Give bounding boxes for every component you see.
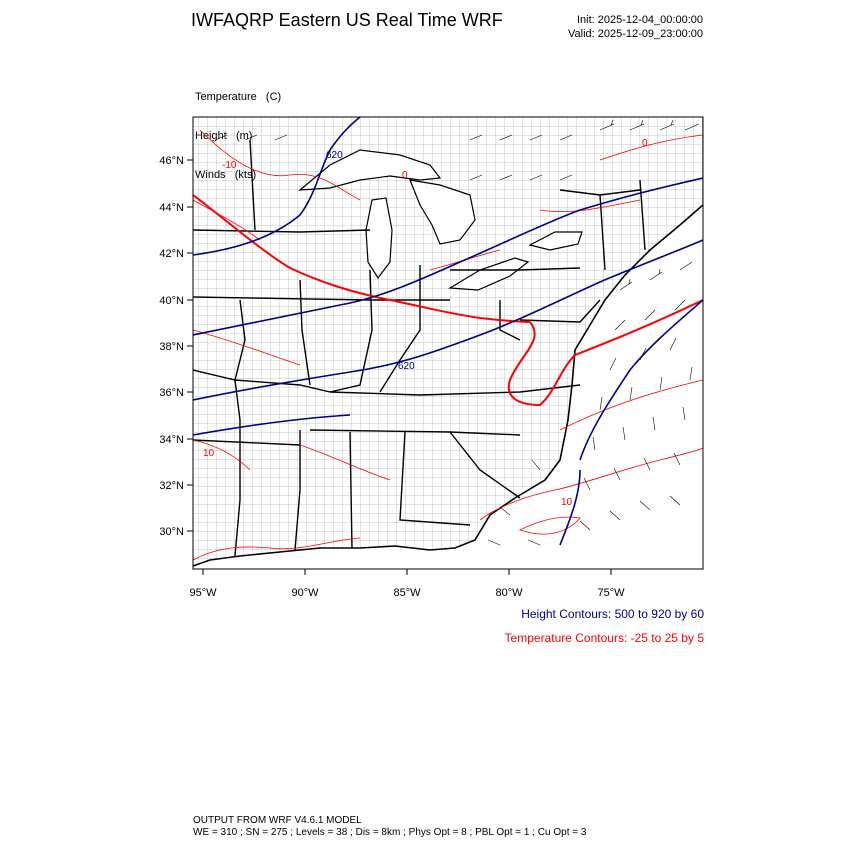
lon-tick-label: 85°W: [393, 587, 421, 599]
model-footer: [193, 815, 586, 839]
lat-axis: [187, 160, 193, 531]
land-area: [193, 117, 703, 566]
lon-axis: [203, 569, 611, 575]
model-version: OUTPUT FROM WRF V4.6.1 MODEL: [193, 815, 362, 826]
init-time: Init: 2025-12-04_00:00:00: [577, 14, 703, 26]
lon-tick-label: 95°W: [189, 587, 217, 599]
lon-tick-label: 90°W: [291, 587, 319, 599]
lat-tick-label: 36°N: [159, 387, 184, 399]
lat-tick-label: 46°N: [159, 155, 184, 167]
lon-tick-label: 75°W: [597, 587, 625, 599]
height-contour-label: 620: [398, 361, 415, 372]
lat-tick-label: 30°N: [159, 526, 184, 538]
chart-title: IWFAQRP Eastern US Real Time WRF: [191, 10, 503, 30]
temperature-contour-label: 10: [203, 448, 215, 459]
lat-tick-label: 44°N: [159, 202, 184, 214]
lat-tick-label: 32°N: [159, 480, 184, 492]
model-config: WE = 310 ; SN = 275 ; Levels = 38 ; Dis = 8km ; Phys Opt = 8 ; PBL Opt = 1 ; Cu Opt = 3: [193, 827, 587, 838]
valid-time: Valid: 2025-12-09_23:00:00: [568, 28, 703, 40]
temperature-contour-label: 0: [642, 138, 648, 149]
temperature-contour-label: 10: [561, 497, 573, 508]
lat-tick-label: 34°N: [159, 434, 184, 446]
temperature-contour-label: -10: [222, 160, 237, 171]
lat-tick-label: 38°N: [159, 341, 184, 353]
lon-tick-label: 80°W: [495, 587, 523, 599]
height-contour-label: 620: [326, 150, 343, 161]
lat-tick-label: 42°N: [159, 248, 184, 260]
map-content: [193, 117, 703, 566]
variable-temperature: Temperature (C): [195, 91, 282, 103]
temperature-contour-label: 0: [402, 170, 408, 181]
temperature-legend: Temperature Contours: -25 to 25 by 5: [504, 631, 704, 645]
height-legend: Height Contours: 500 to 920 by 60: [521, 607, 704, 621]
lat-tick-label: 40°N: [159, 295, 184, 307]
